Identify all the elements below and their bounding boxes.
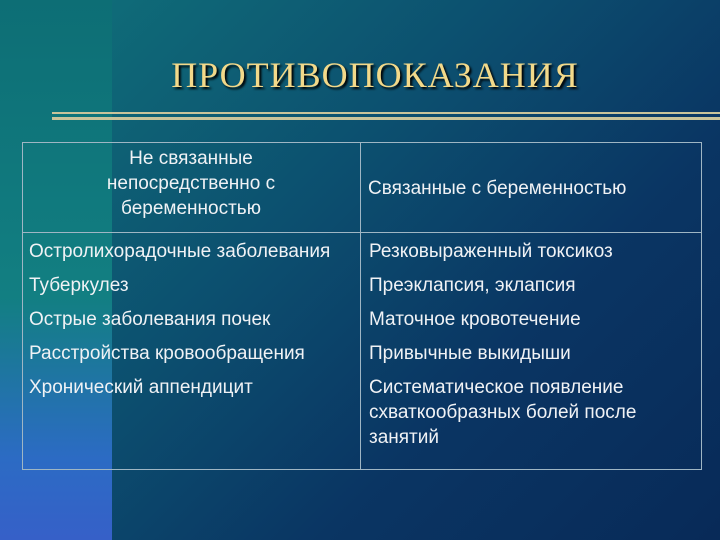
- list-item: Преэклапсия, эклапсия: [369, 275, 576, 296]
- list-item: Систематическое появление схваткообразных болей после занятий: [369, 377, 637, 448]
- list-item: Резковыраженный токсикоз: [369, 241, 613, 262]
- column-divider: [360, 143, 361, 469]
- list-item: Хронический аппендицит: [29, 377, 253, 398]
- left-column-items: [29, 239, 359, 409]
- list-item: Острые заболевания почек: [29, 309, 271, 330]
- header-left-line: непосредственно с: [106, 173, 276, 194]
- header-divider: [23, 232, 701, 233]
- list-item: Туберкулез: [29, 275, 129, 296]
- list-item: Расстройства кровообращения: [29, 343, 305, 364]
- header-left-line: Не связанные: [129, 148, 253, 169]
- header-not-related: [25, 146, 357, 221]
- underline-thick: [52, 117, 720, 120]
- list-item: Привычные выкидыши: [369, 343, 571, 364]
- underline-thin: [52, 112, 720, 114]
- slide-title: ПРОТИВОПОКАЗАНИЯ: [171, 55, 579, 95]
- header-left-line: беременностью: [121, 198, 261, 219]
- header-related: Связанные с беременностью: [368, 178, 627, 199]
- right-column-items: [369, 239, 703, 459]
- list-item: Маточное кровотечение: [369, 309, 581, 330]
- contraindications-table: [22, 142, 702, 470]
- title-underline: [52, 112, 720, 122]
- list-item: Остролихорадочные заболевания: [29, 241, 331, 262]
